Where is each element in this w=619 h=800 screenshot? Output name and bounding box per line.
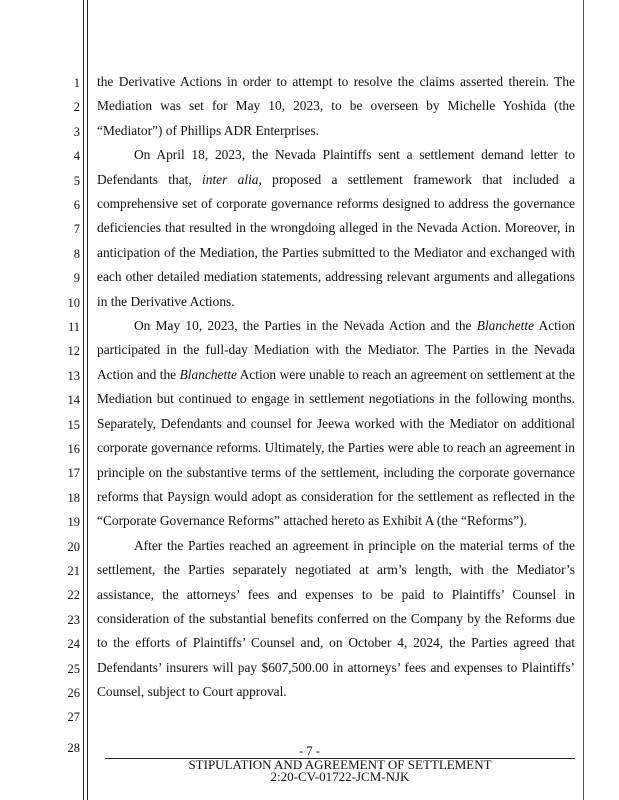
line-number: 24 (67, 637, 80, 652)
line-number: 27 (67, 710, 80, 725)
line-number: 12 (67, 344, 80, 359)
line-number: 6 (73, 198, 80, 212)
line-number: 23 (67, 612, 80, 627)
line-number: 4 (73, 149, 80, 164)
document-body (97, 70, 575, 705)
line-number: 26 (67, 686, 80, 700)
pleading-line-numbers (0, 0, 80, 800)
line-number: 2 (73, 100, 80, 115)
line-number: 8 (73, 246, 80, 261)
paragraph-settlement-demand: On April 18, 2023, the Nevada Plaintiffs sent a settlement demand letter to Defendants that, inter alia, proposed a settlement framework that included a comprehensive set of corporate governance reforms designed to address the governance deficiencies that resulted in the wrongdoing alleged in the Nevada Action. Moreover, in anticipation of the Mediation, the Parties submitted to the Mediator and exchanged with each other detailed mediation statements, addressing relevant arguments and allegations in the Derivative Actions. (97, 147, 575, 309)
line-number: 15 (67, 417, 80, 432)
line-number: 11 (67, 320, 80, 334)
line-number: 19 (67, 515, 80, 530)
line-number: 9 (73, 271, 80, 286)
page-number: - 7 - (299, 744, 320, 758)
left-margin-rule-inner (87, 0, 88, 800)
right-margin-rule (583, 0, 584, 800)
line-number: 13 (67, 368, 80, 383)
line-number: 22 (67, 588, 80, 603)
paragraph-mediation-schedule: the Derivative Actions in order to attempt to resolve the claims asserted therein. The Mediation was set for May 10, 2023, to be overseen by Michelle Yoshida (the “Mediator”) of Phillips ADR Enterprises. (97, 74, 575, 138)
line-number: 25 (67, 661, 80, 676)
line-number: 3 (73, 124, 80, 139)
line-number: 18 (67, 490, 80, 505)
line-number: 28 (67, 740, 80, 755)
paragraph-attorneys-fees: After the Parties reached an agreement in principle on the material terms of the settlement, the Parties separately negotiated at arm’s length, with the Mediator’s assistance, the attorneys’ fees and expenses to be paid to Plaintiffs’ Counsel in consideration of the substantial benefits conferred on the Company by the Reforms due to the efforts of Plaintiffs’ Counsel and, on October 4, 2024, the Parties agreed that Defendants’ insurers will pay $607,500.00 in attorneys’ fees and expenses to Plaintiffs’ Counsel, subject to Court approval. (97, 537, 575, 700)
line-number: 7 (73, 222, 80, 237)
left-margin-rule-outer (83, 0, 84, 800)
line-number: 14 (67, 393, 80, 408)
line-number: 5 (73, 173, 80, 188)
line-number: 21 (67, 564, 80, 578)
line-number: 20 (67, 539, 80, 554)
line-number: 10 (67, 295, 80, 310)
line-number: 1 (73, 76, 80, 90)
line-number: 16 (67, 442, 80, 456)
line-number: 17 (67, 466, 80, 481)
paragraph-mediation-outcome: On May 10, 2023, the Parties in the Nevada Action and the Blanchette Action participated in the full-day Mediation with the Mediator. The Parties in the Nevada Action and the Blanchette Action were unable to reach an agreement on settlement at the Mediation but continued to engage in settlement negotiations in the following months. Separately, Defendants and counsel for Jeewa worked with the Mediator on additional corporate governance reforms. Ultimately, the Parties were able to reach an agreement in principle on the substantive terms of the settlement, including the corporate governance reforms that Paysign would adopt as consideration for the settlement as reflected in the “Corporate Governance Reforms” attached hereto as Exhibit A (the “Reforms”). (97, 318, 575, 529)
